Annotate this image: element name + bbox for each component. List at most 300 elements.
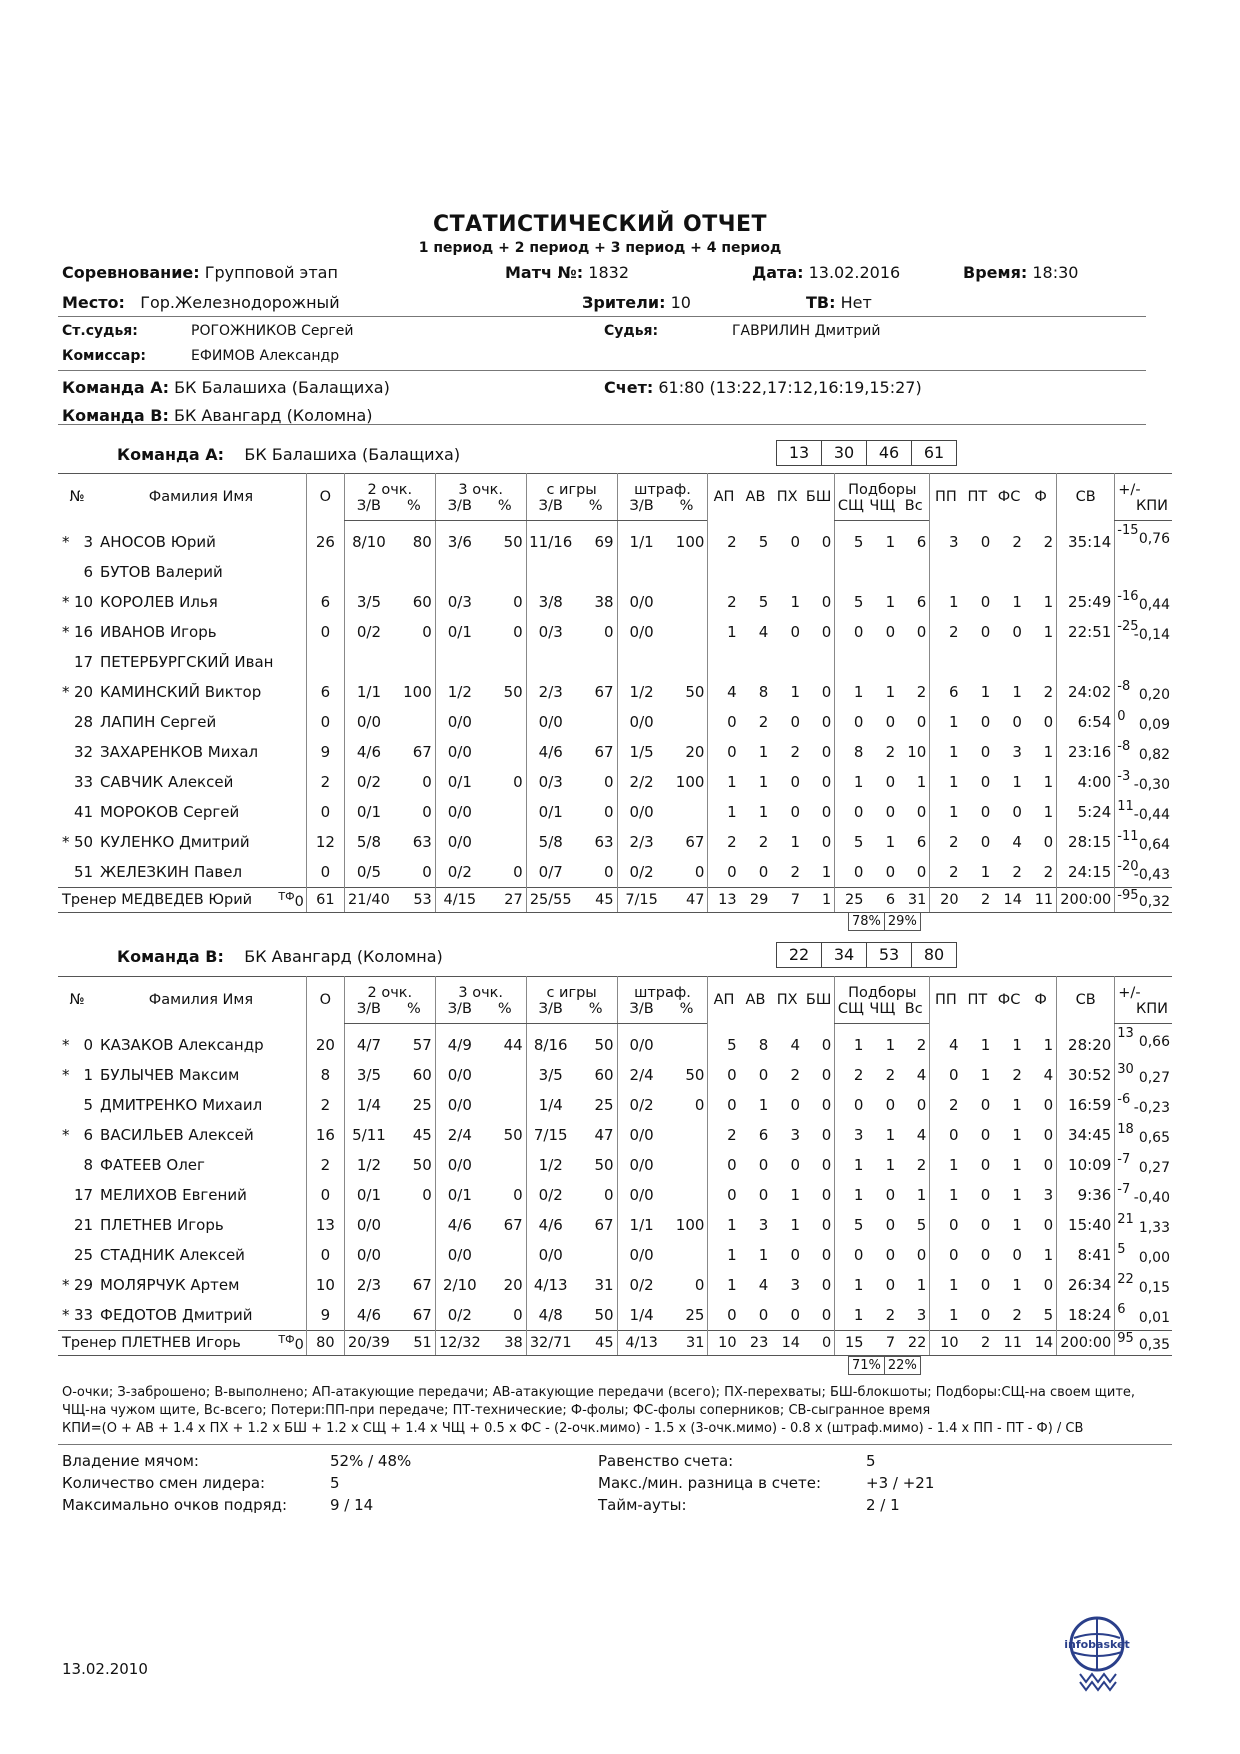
- kpi: 0,27: [1138, 1160, 1170, 1176]
- stat-ft: 0/0: [617, 1150, 666, 1180]
- total-m2: 20/39: [344, 1331, 393, 1356]
- stat-pfg: 50: [594, 1036, 614, 1054]
- stat-min: 23:16: [1057, 737, 1115, 767]
- stat-av: 2: [758, 713, 769, 731]
- header-made-attempted: З/В: [526, 1001, 575, 1024]
- stat-f: 0: [1043, 1126, 1054, 1144]
- kpi: 0,76: [1138, 531, 1170, 547]
- stat-av: [740, 647, 772, 677]
- stat-ft: 1/2: [617, 677, 666, 707]
- chief-referee: Ст.судья: РОГОЖНИКОВ Сергей: [62, 323, 354, 339]
- plus-minus-kpi: [1115, 521, 1172, 558]
- stat-min: 18:24: [1057, 1300, 1115, 1331]
- stat-name: ИВАНОВ Игорь: [100, 623, 217, 641]
- stat-name: КАЗАКОВ Александр: [100, 1035, 264, 1054]
- plus-minus-kpi: [1115, 1210, 1172, 1240]
- stat-av: 4: [758, 1276, 769, 1294]
- header-made-attempted: З/В: [344, 498, 393, 521]
- stat-f: 0: [1043, 1216, 1054, 1234]
- stat-vs: 6: [916, 593, 927, 611]
- stat-pt: 0: [980, 773, 991, 791]
- stat-o: 0: [306, 1180, 344, 1210]
- plus-minus: -95: [1117, 888, 1139, 903]
- stat-ap: 5: [708, 1024, 740, 1061]
- stat-p2: 63: [412, 833, 432, 851]
- stat-f: [1025, 647, 1057, 677]
- plus-minus: -15: [1117, 523, 1139, 538]
- stat-name: КОРОЛЕВ Илья: [100, 593, 218, 611]
- stat-ft: 0/0: [617, 617, 666, 647]
- stat-p2: 67: [412, 1306, 432, 1324]
- stat-bs: 0: [821, 1035, 832, 1054]
- stat-p2: 25: [412, 1096, 432, 1114]
- stat-f: 0: [1043, 713, 1054, 731]
- kpi: 0,82: [1138, 747, 1170, 763]
- player-row: [58, 1120, 1172, 1150]
- stat-m3: 0/1: [435, 767, 484, 797]
- ties-label: Равенство счета:: [598, 1452, 734, 1470]
- header-three-pt: 3 очк.: [435, 977, 526, 1002]
- stat-px: 0: [790, 1246, 801, 1264]
- stat-pfg: 0: [604, 863, 614, 881]
- stat-bs: 0: [821, 623, 832, 641]
- plus-minus: -7: [1117, 1182, 1131, 1197]
- team-b-quarter-scores: [776, 942, 957, 968]
- stat-pp: 0: [930, 1120, 962, 1150]
- stat-m3: 3/6: [435, 521, 484, 558]
- stat-bs: 0: [821, 683, 832, 701]
- stat-pt: 0: [980, 743, 991, 761]
- kpi: 0,01: [1138, 1310, 1170, 1326]
- report-subtitle: 1 период + 2 период + 3 период + 4 период: [418, 240, 782, 256]
- team-b-line: Команда В: БК Авангард (Коломна): [62, 406, 373, 425]
- stat-px: 2: [790, 743, 801, 761]
- stat-px: 0: [790, 623, 801, 641]
- coach-name: МЕДВЕДЕВ Юрий: [121, 892, 253, 908]
- total-pfg: 45: [575, 1331, 617, 1356]
- stat-chch: 0: [885, 863, 896, 881]
- total-o: 61: [306, 888, 344, 913]
- stat-min: 9:36: [1057, 1180, 1115, 1210]
- stat-m3: 0/0: [435, 707, 484, 737]
- stat-ft: 1/1: [617, 521, 666, 558]
- stat-min: 5:24: [1057, 797, 1115, 827]
- stat-pfg: 63: [594, 833, 614, 851]
- stat-name: МОРОКОВ Сергей: [100, 803, 240, 821]
- stat-name: САВЧИК Алексей: [100, 773, 234, 791]
- stat-p3: [484, 1060, 526, 1090]
- stat-av: 4: [758, 623, 769, 641]
- header-name: Фамилия Имя: [148, 489, 254, 506]
- stat-ft: 1/1: [617, 1210, 666, 1240]
- header-num: №: [69, 489, 85, 506]
- stat-m2: 1/4: [344, 1090, 393, 1120]
- stat-av: 2: [758, 833, 769, 851]
- stat-m2: 0/2: [344, 767, 393, 797]
- total-ap: 10: [708, 1331, 740, 1356]
- total-pt: 2: [962, 888, 994, 913]
- stat-ap: 2: [708, 521, 740, 558]
- stat-ap: 1: [708, 617, 740, 647]
- plus-minus-kpi: [1115, 797, 1172, 827]
- stat-fs: 1: [1012, 1276, 1022, 1294]
- plus-minus-kpi: [1115, 557, 1172, 587]
- stat-m2: 4/7: [344, 1024, 393, 1061]
- stat-f: 0: [1043, 1276, 1054, 1294]
- stat-pft: 100: [675, 533, 705, 551]
- stat-p3: [484, 707, 526, 737]
- stat-av: 0: [758, 1066, 769, 1084]
- stat-o: [306, 647, 344, 677]
- stat-bs: 0: [821, 1216, 832, 1234]
- stat-pft: 100: [675, 1216, 705, 1234]
- header-two-pt: 2 очк.: [344, 977, 435, 1002]
- stat-pt: 0: [980, 1186, 991, 1204]
- stat-o: 9: [306, 1300, 344, 1331]
- header-total-reb: Вс: [898, 1001, 930, 1024]
- stat-m3: 2/10: [435, 1270, 484, 1300]
- total-chch: 7: [866, 1331, 898, 1356]
- stat-s: [58, 1210, 73, 1240]
- stat-bs: 0: [821, 593, 832, 611]
- stat-p3: 50: [503, 1126, 523, 1144]
- total-o: 80: [306, 1331, 344, 1356]
- stat-o: 0: [306, 617, 344, 647]
- plus-minus: -8: [1117, 679, 1131, 694]
- stat-m3: 0/0: [435, 737, 484, 767]
- header-percent: %: [393, 498, 435, 521]
- stat-o: 2: [306, 1150, 344, 1180]
- stat-ft: 0/0: [617, 1180, 666, 1210]
- stat-ap: 1: [708, 797, 740, 827]
- stat-o: 2: [306, 1090, 344, 1120]
- coach-label: Тренер: [62, 892, 122, 908]
- stat-m3: 0/0: [435, 1150, 484, 1180]
- stat-vs: 6: [916, 533, 927, 551]
- stat-bs: [803, 647, 835, 677]
- stat-s: [58, 707, 73, 737]
- header-name: Фамилия Имя: [148, 992, 254, 1009]
- stat-o: 0: [306, 857, 344, 888]
- stat-m2: 0/0: [344, 1210, 393, 1240]
- stat-chch: [866, 647, 898, 677]
- stat-px: 0: [790, 713, 801, 731]
- stat-chch: 1: [885, 1126, 896, 1144]
- stat-pp: 1: [930, 707, 962, 737]
- stat-sch: 1: [835, 1024, 867, 1061]
- stat-n: 1: [83, 1066, 94, 1084]
- total-ap: 13: [708, 888, 740, 913]
- stat-pft: 67: [685, 833, 705, 851]
- header-made-attempted: З/В: [526, 498, 575, 521]
- kpi: 0,20: [1138, 687, 1170, 703]
- stat-pt: 1: [980, 683, 991, 701]
- stat-bs: 0: [821, 1186, 832, 1204]
- stat-sch: 3: [835, 1120, 867, 1150]
- stat-ap: 1: [708, 1210, 740, 1240]
- stat-fg: [526, 647, 575, 677]
- stat-ft: 0/2: [617, 1090, 666, 1120]
- stat-pfg: 50: [594, 1156, 614, 1174]
- header-pf: Ф: [1034, 992, 1047, 1009]
- stat-m3: [435, 557, 484, 587]
- footer-date: 13.02.2010: [62, 1660, 148, 1678]
- header-pf: Ф: [1034, 489, 1047, 506]
- stat-pp: [930, 647, 962, 677]
- stat-p2: 0: [422, 803, 432, 821]
- header-ast: АП: [708, 977, 740, 1024]
- stat-s: [58, 1150, 73, 1180]
- stat-fs: 0: [1012, 713, 1022, 731]
- player-row: [58, 1150, 1172, 1180]
- max-diff-value: +3 / +21: [866, 1474, 935, 1492]
- stat-n: 29: [73, 1276, 94, 1294]
- header-percent: %: [393, 1001, 435, 1024]
- stat-p3: [484, 797, 526, 827]
- stat-chch: 0: [885, 773, 896, 791]
- stat-name: АНОСОВ Юрий: [100, 532, 216, 551]
- quarter-score: 80: [912, 942, 957, 968]
- stat-chch: 1: [885, 533, 896, 551]
- stat-av: 6: [758, 1126, 769, 1144]
- totals-row: [58, 1331, 1172, 1356]
- stat-pp: [930, 557, 962, 587]
- stat-fg: 0/0: [526, 707, 575, 737]
- stat-fs: 1: [1012, 1216, 1022, 1234]
- stat-av: 0: [758, 1306, 769, 1324]
- stat-n: 3: [83, 532, 94, 551]
- stat-min: 15:40: [1057, 1210, 1115, 1240]
- stat-sch: 1: [835, 1270, 867, 1300]
- stat-pp: 1: [930, 1180, 962, 1210]
- tf-value: 0: [294, 1336, 304, 1353]
- place: Место: Гор.Железнодорожный: [62, 293, 340, 312]
- stat-f: 3: [1043, 1186, 1054, 1204]
- stat-min: 6:54: [1057, 707, 1115, 737]
- stat-pp: 1: [930, 1150, 962, 1180]
- stat-fs: [993, 647, 1025, 677]
- stat-p3: 44: [503, 1036, 523, 1054]
- stat-px: 3: [790, 1276, 801, 1294]
- stat-ft: 0/0: [617, 797, 666, 827]
- stat-pfg: [575, 557, 617, 587]
- plus-minus: -20: [1117, 859, 1139, 874]
- stat-pfg: [575, 647, 617, 677]
- stat-px: [771, 647, 803, 677]
- stat-min: 28:15: [1057, 827, 1115, 857]
- stat-pfg: 31: [594, 1276, 614, 1294]
- score: Счет: 61:80 (13:22,17:12,16:19,15:27): [604, 378, 922, 397]
- max-run-value: 9 / 14: [330, 1496, 374, 1514]
- stat-fg: 0/2: [526, 1180, 575, 1210]
- stat-pt: 0: [980, 1306, 991, 1324]
- kpi: 1,33: [1138, 1220, 1170, 1236]
- stat-chch: 1: [885, 1036, 896, 1054]
- stat-bs: 0: [821, 1096, 832, 1114]
- stat-pt: 0: [980, 833, 991, 851]
- plus-minus: 5: [1117, 1242, 1126, 1257]
- competition: Соревнование: Групповой этап: [62, 263, 338, 282]
- stat-fg: 1/2: [526, 1150, 575, 1180]
- player-row: [58, 1024, 1172, 1061]
- header-made-attempted: З/В: [344, 1001, 393, 1024]
- stat-pp: 1: [930, 797, 962, 827]
- stat-o: 0: [306, 707, 344, 737]
- player-row: [58, 707, 1172, 737]
- stat-pp: 1: [930, 767, 962, 797]
- kpi: 0,00: [1138, 1250, 1170, 1266]
- stat-bs: [803, 557, 835, 587]
- stat-pft: 20: [685, 743, 705, 761]
- total-fg: 32/71: [526, 1331, 575, 1356]
- stat-sch: 0: [835, 857, 867, 888]
- tf-value: 0: [294, 893, 304, 910]
- stat-fs: 1: [1012, 773, 1022, 791]
- stat-bs: 0: [821, 532, 832, 551]
- stat-px: 0: [790, 773, 801, 791]
- total-pft: 31: [666, 1331, 708, 1356]
- stat-n: 25: [73, 1246, 94, 1264]
- stat-ap: 0: [708, 857, 740, 888]
- timeouts-value: 2 / 1: [866, 1496, 900, 1514]
- stat-sch: [835, 647, 867, 677]
- stat-pt: 0: [980, 1096, 991, 1114]
- stat-name: ЛАПИН Сергей: [100, 713, 217, 731]
- stat-ap: 2: [708, 587, 740, 617]
- total-av: 29: [740, 888, 772, 913]
- stat-p2: 60: [412, 1066, 432, 1084]
- stat-s: [58, 1090, 73, 1120]
- stat-p2: 0: [422, 623, 432, 641]
- stat-f: 0: [1043, 1096, 1054, 1114]
- stat-s: [58, 1180, 73, 1210]
- stat-sch: 0: [835, 617, 867, 647]
- stat-pfg: 0: [604, 1186, 614, 1204]
- plus-minus-kpi: [1115, 1180, 1172, 1210]
- stat-vs: 6: [916, 833, 927, 851]
- stat-name: ПЛЕТНЕВ Игорь: [100, 1216, 224, 1234]
- lead-changes-value: 5: [330, 1474, 340, 1492]
- player-row: [58, 677, 1172, 707]
- stat-chch: 0: [885, 803, 896, 821]
- header-kpi: КПИ: [1115, 498, 1172, 521]
- stat-bs: 0: [821, 833, 832, 851]
- stat-vs: 10: [907, 743, 927, 761]
- stat-vs: [898, 557, 930, 587]
- stat-sch: 1: [835, 677, 867, 707]
- kpi: 0,35: [1138, 1337, 1170, 1353]
- stat-n: 6: [83, 1126, 94, 1144]
- quarter-score: 22: [776, 942, 822, 968]
- stat-ap: 0: [708, 1150, 740, 1180]
- stat-pfg: 0: [604, 623, 614, 641]
- stat-pfg: 38: [594, 593, 614, 611]
- total-min: 200:00: [1057, 1331, 1115, 1356]
- kpi: -0,14: [1133, 627, 1170, 643]
- stat-name: ЗАХАРЕНКОВ Михал: [100, 743, 259, 761]
- possession-value: 52% / 48%: [330, 1452, 412, 1470]
- stat-n: 20: [73, 683, 94, 701]
- stat-pt: [962, 557, 994, 587]
- team-a-line: Команда А: БК Балашиха (Балащиха): [62, 378, 390, 397]
- total-fg: 25/55: [526, 888, 575, 913]
- stat-vs: 0: [916, 713, 927, 731]
- kpi: 0,64: [1138, 837, 1170, 853]
- header-percent: %: [666, 498, 708, 521]
- stat-fs: 2: [1012, 1066, 1022, 1084]
- stat-vs: 4: [916, 1066, 927, 1084]
- plus-minus-kpi: [1115, 677, 1172, 707]
- stat-name: ФЕДОТОВ Дмитрий: [100, 1306, 253, 1324]
- stat-av: 5: [758, 532, 769, 551]
- stat-m3: 0/1: [435, 617, 484, 647]
- stat-px: 4: [790, 1035, 801, 1054]
- stat-pt: 0: [980, 623, 991, 641]
- stat-p3: 0: [513, 593, 523, 611]
- stat-min: 4:00: [1057, 767, 1115, 797]
- stat-px: 1: [790, 1216, 801, 1234]
- quarter-score: 53: [867, 942, 912, 968]
- kpi: 0,27: [1138, 1070, 1170, 1086]
- stat-fg: 0/3: [526, 617, 575, 647]
- stat-bs: 0: [821, 1126, 832, 1144]
- stat-ft: 0/0: [617, 1024, 666, 1061]
- stat-ap: 4: [708, 677, 740, 707]
- total-vs: 22: [898, 1331, 930, 1356]
- total-min: 200:00: [1057, 888, 1115, 913]
- stat-sch: 2: [835, 1060, 867, 1090]
- stat-pp: 0: [930, 1210, 962, 1240]
- stat-f: 1: [1043, 1246, 1054, 1264]
- stat-p3: 0: [513, 773, 523, 791]
- coach: [58, 888, 306, 913]
- divider: [58, 370, 1146, 371]
- player-row: [58, 521, 1172, 558]
- stat-p3: 0: [513, 1306, 523, 1324]
- stat-vs: 0: [916, 623, 927, 641]
- stat-p2: 67: [412, 743, 432, 761]
- stat-f: 0: [1043, 1156, 1054, 1174]
- plus-minus: -6: [1117, 1092, 1131, 1107]
- stat-pft: [666, 647, 708, 677]
- team-a-reb-pct: [848, 912, 921, 930]
- stat-m2: 3/5: [344, 1060, 393, 1090]
- stat-pt: 0: [980, 1216, 991, 1234]
- totals-row: [58, 888, 1172, 913]
- stat-fg: 0/0: [526, 1240, 575, 1270]
- plus-minus: 0: [1117, 709, 1126, 724]
- stat-px: 1: [790, 593, 801, 611]
- stat-pft: [666, 1180, 708, 1210]
- stat-sch: 0: [835, 1090, 867, 1120]
- header-def-reb: СЩ: [835, 1001, 867, 1024]
- stat-ap: 0: [708, 707, 740, 737]
- stat-p3: [484, 1090, 526, 1120]
- kpi: -0,43: [1133, 867, 1170, 883]
- stat-p2: 60: [412, 593, 432, 611]
- stat-s: *: [62, 1126, 70, 1144]
- stat-pp: 1: [930, 587, 962, 617]
- team-a-quarter-scores: [776, 440, 957, 466]
- stat-p3: 50: [503, 533, 523, 551]
- stat-pp: 1: [930, 1300, 962, 1331]
- stat-p2: [393, 557, 435, 587]
- stat-pfg: 60: [594, 1066, 614, 1084]
- header-plus-minus: +/-: [1115, 977, 1172, 1002]
- stat-bs: 0: [821, 1246, 832, 1264]
- stat-pp: 1: [930, 1270, 962, 1300]
- stat-fs: 2: [1012, 532, 1022, 551]
